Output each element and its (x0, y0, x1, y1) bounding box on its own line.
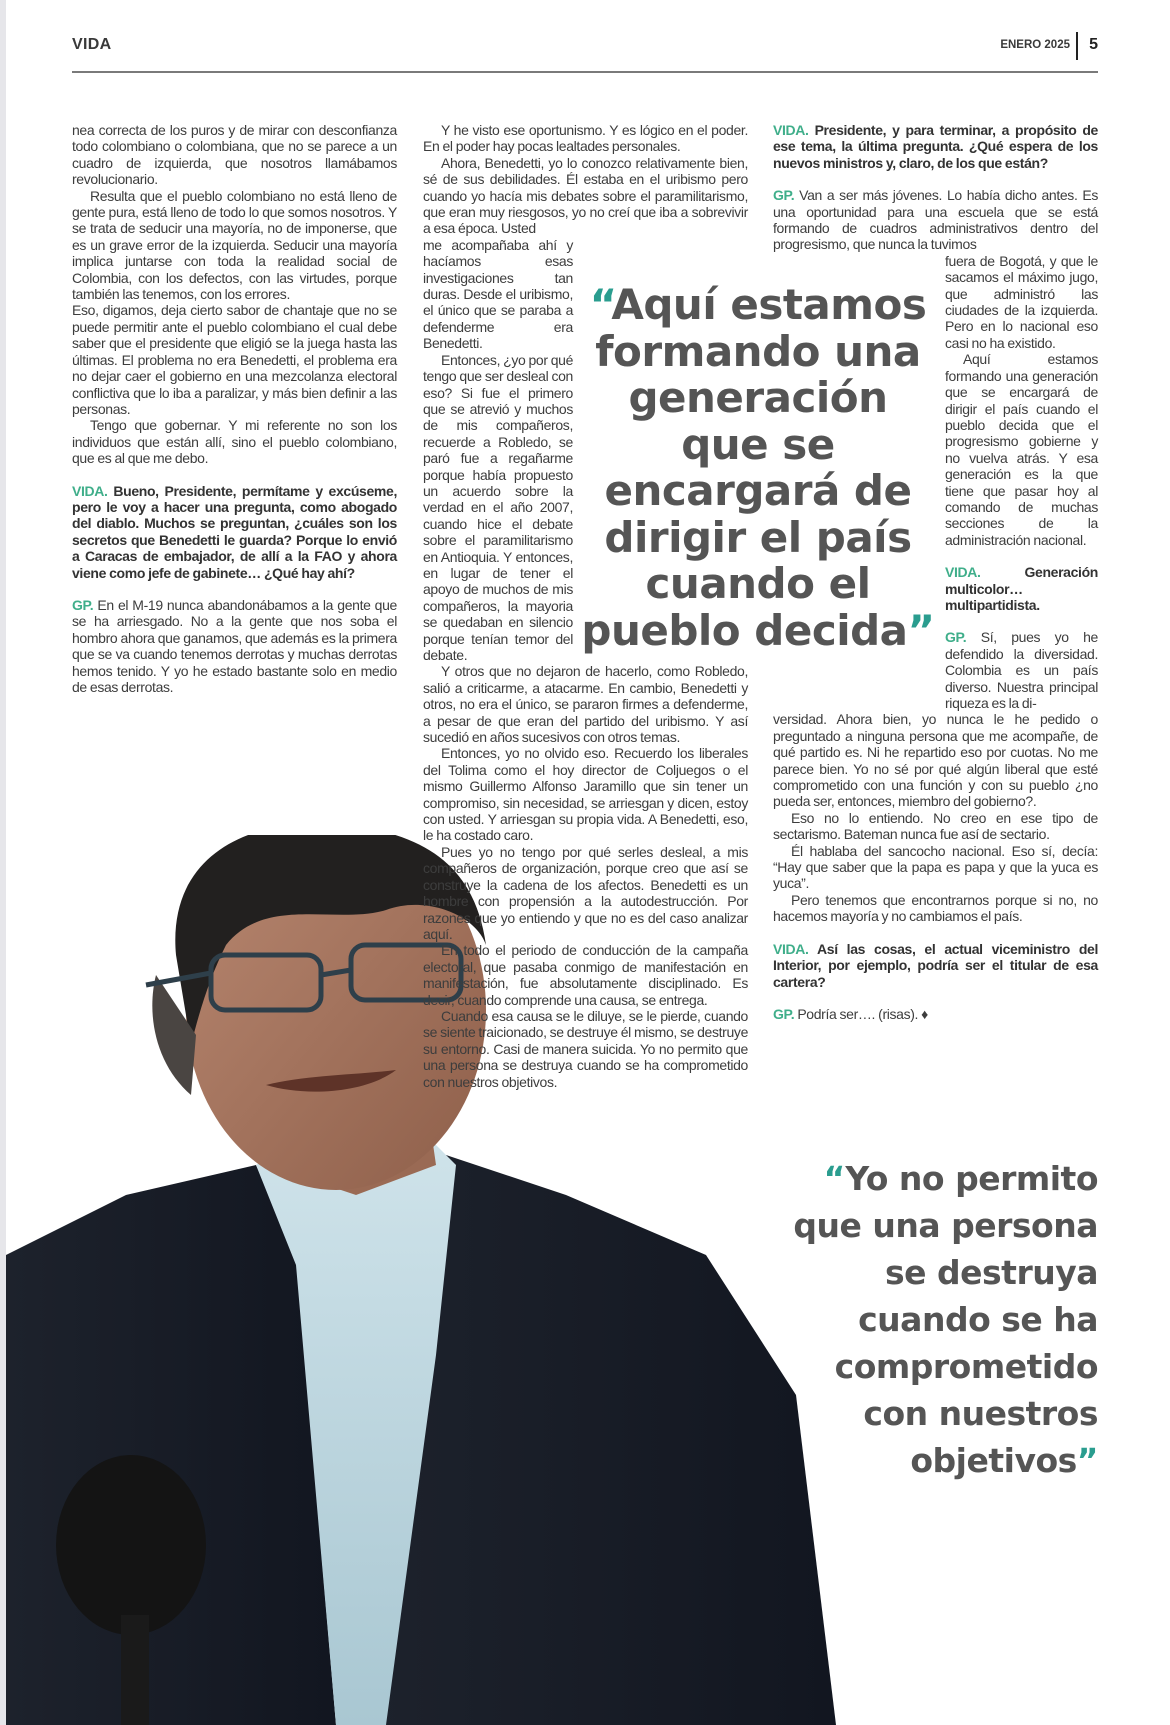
paragraph: Eso, digamos, deja cierto sabor de chantaje que no se puede permitir ante el pueblo colombiano el cual debe saber que el presidente que eligió se la juega hasta las últimas. El problema no era Benedetti, el problema era no dejar caer el gobierno en una mezcolanza electoral conflictiva que lo iba a paralizar, y más bien definir a las personas. (72, 302, 397, 417)
pull-quote-1 (578, 282, 938, 654)
interviewer-question (773, 941, 1098, 990)
answer-text: Sí, pues yo he defendido la diversidad. Colombia es un país diverso. Nuestra principal riqueza es la di- (945, 629, 1098, 711)
paragraph: versidad. Ahora bien, yo nunca le he pedido o preguntado a ninguna persona que me acompañe, de qué partido es. Ni he repartido eso por cuotas. No me parece bien. Yo no sé por qué algún liberal que esté comprometido con una función y con su pueblo ¿no pueda ser, entonces, miembro del gobierno?. (773, 711, 1098, 810)
interviewer-question (72, 483, 397, 581)
header-rule (72, 71, 1098, 73)
paragraph: me acompañaba ahí y hacíamos esas investigaciones tan duras. Desde el uribismo, el único que se paraba a defenderme era Benedetti. (423, 236, 573, 352)
close-quote-icon: ” (907, 605, 935, 655)
interviewer-question (945, 564, 1098, 613)
page-number-divider (1076, 32, 1078, 60)
question-text: Así las cosas, el actual viceministro del Interior, por ejemplo, podría ser el titular de esa cartera? (773, 940, 1098, 990)
narrow-text-wrap (945, 253, 1098, 712)
speaker-tag: VIDA. (945, 564, 981, 581)
paragraph: Pero tenemos que encontrarnos porque si no, no hacemos mayoría y no cambiamos el país. (773, 891, 1098, 925)
answer-text: En el M-19 nunca abandonábamos a la gente que se ha arriesgado. No a la gente que nos soba el hombro ahora que ganamos, que además es la primera que se va cuando tenemos derrotas y muchas derrotas hemos tenido. Y yo he estado bastante solo en medio de esas derrotas. (72, 596, 397, 695)
paragraph: Ahora, Benedetti, yo lo conozco relativamente bien, sé de sus debilidades. Él estaba en el uribismo pero cuando yo hacía mis debates sobre el paramilitarismo, que eran muy riesgosos, yo no creí que iba a sobrevivir a esa época. Usted (423, 154, 748, 237)
section-name: VIDA (72, 36, 112, 53)
close-quote-icon: ” (1076, 1441, 1098, 1480)
answer-text: Podría ser…. (risas). ♦ (797, 1005, 928, 1022)
question-text: Bueno, Presidente, permítame y excúseme, pero le voy a hacer una pregunta, como abogado del diablo. Muchos se preguntan, ¿cuáles son los secretos que Benedetti le guarda? Porque lo envió a Caracas de embajador, de allí a la FAO y ahora viene como jefe de gabinete… ¿Qué hay ahí? (72, 482, 397, 581)
page-number: 5 (1089, 36, 1098, 53)
paragraph: fuera de Bogotá, y que le sacamos el máximo jugo, que administró las ciudades de la izquierda. Pero en lo nacional eso casi no ha existido. (945, 252, 1098, 351)
question-text: Presidente, y para terminar, a propósito de ese tema, la última pregunta. ¿Qué espera de los nuevos ministros y, claro, de los que están? (773, 122, 1098, 171)
answer-text: Van a ser más jóvenes. Lo había dicho antes. Es una oportunidad para una escuela que se está formando de cuadros administrativos dentro del progresismo, que nunca la tuvimos (773, 187, 1099, 253)
narrow-text-wrap (423, 237, 573, 664)
article-column-1 (72, 122, 397, 695)
paragraph: Cuando esa causa se le diluye, se le pierde, cuando se siente traicionado, se destruye él mismo, se destruye su entorno. Casi de manera suicida. Yo no permito que una persona se destruya cuando se ha comprometido con nuestros objetivos. (423, 1007, 749, 1090)
paragraph: Y he visto ese oportunismo. Y es lógico en el poder. En el poder hay pocas lealtades personales. (423, 122, 748, 155)
interviewee-answer (773, 187, 1098, 253)
pull-quote-2 (770, 1155, 1098, 1484)
paragraph: Eso no lo entiendo. No creo en ese tipo de sectarismo. Bateman nunca fue así de sectario. (773, 809, 1098, 843)
paragraph: Él hablaba del sancocho nacional. Eso sí, decía: “Hay que saber que la papa es papa y que la yuca es yuca”. (773, 842, 1098, 892)
speaker-tag: GP. (945, 629, 967, 646)
pull-quote-text: Aquí estamos formando una generación que se encargará de dirigir el país cuando el pueblo decida (581, 280, 927, 655)
paragraph: Resulta que el pueblo colombiano no está lleno de gente pura, está lleno de todo lo que somos nosotros. Y se trata de seducir una mayoría, no de imponerse, que es un grave error de la izquierda. Seducir una mayoría implica juntarse con toda la realidad social de Colombia, con los defectos, con las virtudes, porque también las tenemos, con los errores. (72, 187, 397, 303)
paragraph: Entonces, yo no olvido eso. Recuerdo los liberales del Tolima como el hoy director de Coljuegos o el mismo Guillermo Alfonso Jaramillo que sin tener un compromiso, sin necesidad, se arriesgan y dicen, estoy con usted. Y arriesgan su propia vida. A Benedetti, eso, le ha costado caro. (423, 745, 748, 844)
speaker-tag: GP. (773, 1005, 795, 1022)
interviewee-answer (945, 629, 1098, 711)
paragraph: Tengo que gobernar. Y mi referente no son los individuos que están allí, sino el pueblo colombiano, que es al que me debo. (72, 417, 397, 467)
paragraph: Y otros que no dejaron de hacerlo, como Robledo, salió a criticarme, a atacarme. En cambio, Benedetti y otros, no era el único, se pararon firmes a defenderme, a pesar de que eran del partido del uribismo. Y así sucedió en años sucesivos con otros temas. (423, 663, 748, 746)
interviewer-question (773, 122, 1098, 171)
page-header (72, 36, 1098, 60)
open-quote-icon: “ (823, 1159, 846, 1198)
speaker-tag: VIDA. (773, 122, 809, 138)
speaker-tag: GP. (773, 187, 795, 204)
open-quote-icon: “ (589, 280, 612, 329)
paragraph: Entonces, ¿yo por qué tengo que ser desleal con eso? Si fue el primero que se atrevió y muchos de mis compañeros, recuerde a Robledo, se paró fue a regañarme porque había propuesto un acuerdo sobre la verdad en el año 2007, cuando hice el debate sobre el paramilitarismo en Antioquia. Y entonces, en lugar de tener el apoyo de muchos de mis compañeros, la mayoria se quedaban en silencio porque tenían temor del debate. (423, 351, 574, 663)
speaker-tag: VIDA. (773, 940, 809, 957)
paragraph: nea correcta de los puros y de mirar con desconfianza todo colombiano o colombiana, que no se parece a un cuadro de izquierda, que nosotros llamábamos revolucionario. (72, 122, 397, 188)
issue-date: ENERO 2025 (1000, 39, 1070, 51)
question-text: Generación multicolor… multipartidista. (945, 564, 1098, 613)
speaker-tag: GP. (72, 596, 94, 613)
pull-quote-text: Yo no permito que una persona se destruya cuando se ha comprometido con nuestros objetivos (793, 1159, 1098, 1480)
paragraph: En todo el periodo de conducción de la campaña electoral, que pasaba conmigo de manifestación en manifestación, fue absolutamente disciplinado. Es decir, cuando comprende una causa, se entrega. (423, 942, 748, 1008)
paragraph: Aquí estamos formando una generación que se encargará de dirigir el país cuando el pueblo decida que el progresismo gobierne y no vuelva atrás. Y esa generación es la que tiene que pasar hoy al comando de muchas secciones de la administración nacional. (945, 351, 1098, 548)
interviewee-answer (773, 1006, 1098, 1022)
paragraph: Pues yo no tengo por qué serles desleal, a mis compañeros de organización, porque creo que así se construye la cadena de los afectos. Benedetti es un hombre con propensión a la autodestrucción. Por razones que yo entiendo y que no es del caso analizar aquí. (423, 843, 748, 942)
interviewee-answer (72, 597, 397, 695)
speaker-tag: VIDA. (72, 482, 108, 499)
